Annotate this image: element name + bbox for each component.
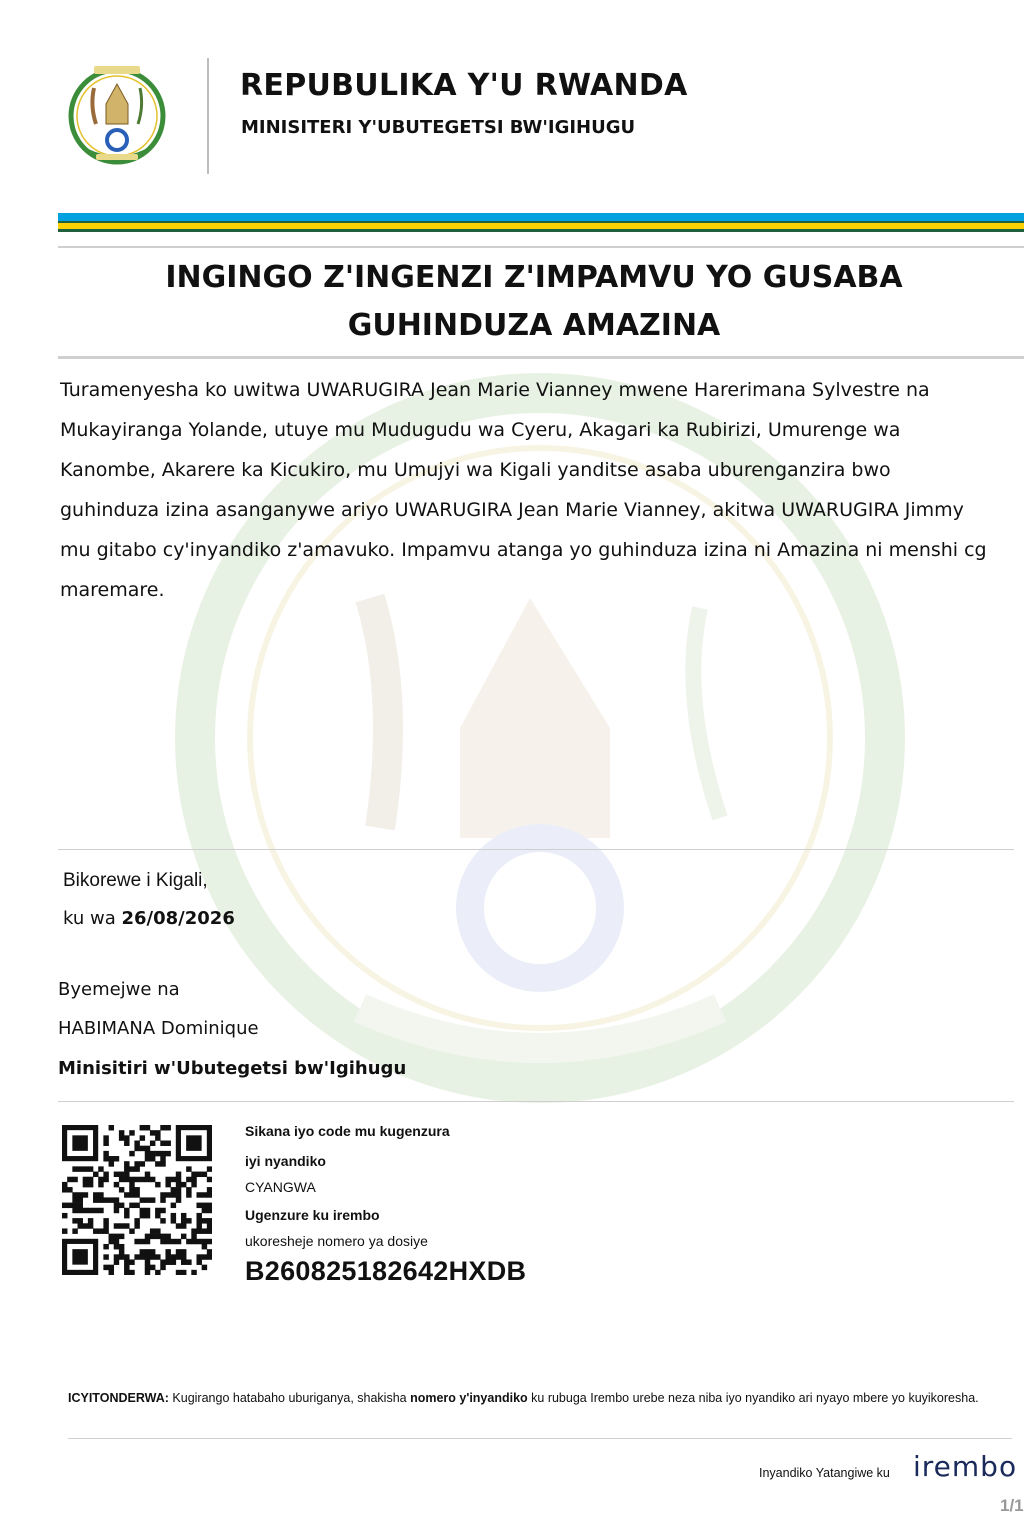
qr-code-icon bbox=[62, 1125, 212, 1275]
divider bbox=[58, 849, 1014, 850]
date-prefix: ku wa bbox=[63, 908, 116, 929]
ministry-title: MINISITERI Y'UBUTEGETSI BW'IGIHUGU bbox=[241, 117, 636, 138]
signing-place: Bikorewe i Kigali, bbox=[63, 870, 208, 891]
flag-stripe-blue bbox=[58, 213, 1024, 221]
scan-instruction-2: iyi nyandiko bbox=[245, 1153, 326, 1169]
flag-stripe-green-2 bbox=[58, 229, 1024, 232]
rwanda-coat-of-arms-icon bbox=[64, 58, 170, 174]
header-divider bbox=[207, 58, 209, 174]
document-body: Turamenyesha ko uwitwa UWARUGIRA Jean Marie Vianney mwene Harerimana Sylvestre na Mukayiranga Yolande, utuye mu Mudugudu wa Cyeru, Akagari ka Rubirizi, Umurenge wa Kanombe, Akarere ka Kicukiro, mu Umujyi wa Kigali yanditse asaba uburenganzira bwo guhinduza izina asanganywe ariyo UWARUGIRA Jean Marie Vianney, akitwa UWARUGIRA Jimmy mu gitabo cy'inyandiko z'amavuko. Impamvu atanga yo guhinduza izina ni Amazina ni menshi cg maremare. bbox=[60, 379, 987, 601]
notice-text-b: ku rubuga Irembo urebe neza niba iyo nyandiko ari nyayo mbere yo kuyikoresha. bbox=[527, 1391, 979, 1405]
issued-by-label: Inyandiko Yatangiwe ku bbox=[759, 1466, 890, 1480]
republic-title: REPUBULIKA Y'U RWANDA bbox=[240, 68, 688, 103]
signing-date bbox=[63, 908, 235, 929]
verify-instruction-2: ukoresheje nomero ya dosiye bbox=[245, 1233, 428, 1249]
application-number: B260825182642HXDB bbox=[245, 1256, 527, 1286]
divider bbox=[58, 1101, 1014, 1102]
notice-text-a: Kugirango hatabaho uburiganya, shakisha bbox=[168, 1391, 411, 1405]
divider bbox=[58, 246, 1024, 248]
approved-label: Byemejwe na bbox=[58, 979, 180, 1000]
minister-title: Minisitiri w'Ubutegetsi bw'Igihugu bbox=[58, 1058, 407, 1079]
minister-name: HABIMANA Dominique bbox=[58, 1018, 259, 1039]
verify-instruction: Ugenzure ku irembo bbox=[245, 1207, 380, 1223]
notice bbox=[68, 1388, 988, 1408]
or-label: CYANGWA bbox=[245, 1179, 316, 1195]
page-number: 1/1 bbox=[1000, 1496, 1024, 1515]
notice-label: ICYITONDERWA: bbox=[68, 1391, 169, 1405]
divider bbox=[58, 356, 1024, 359]
scan-instruction: Sikana iyo code mu kugenzura bbox=[245, 1123, 450, 1139]
irembo-logo: irembo bbox=[913, 1450, 1018, 1483]
date-value: 26/08/2026 bbox=[121, 908, 235, 929]
notice-bold: nomero y'inyandiko bbox=[410, 1391, 528, 1405]
flag-stripes bbox=[58, 213, 1024, 233]
document-title: INGINGO Z'INGENZI Z'IMPAMVU YO GUSABA GUHINDUZA AMAZINA bbox=[165, 260, 903, 343]
divider bbox=[68, 1438, 1012, 1439]
